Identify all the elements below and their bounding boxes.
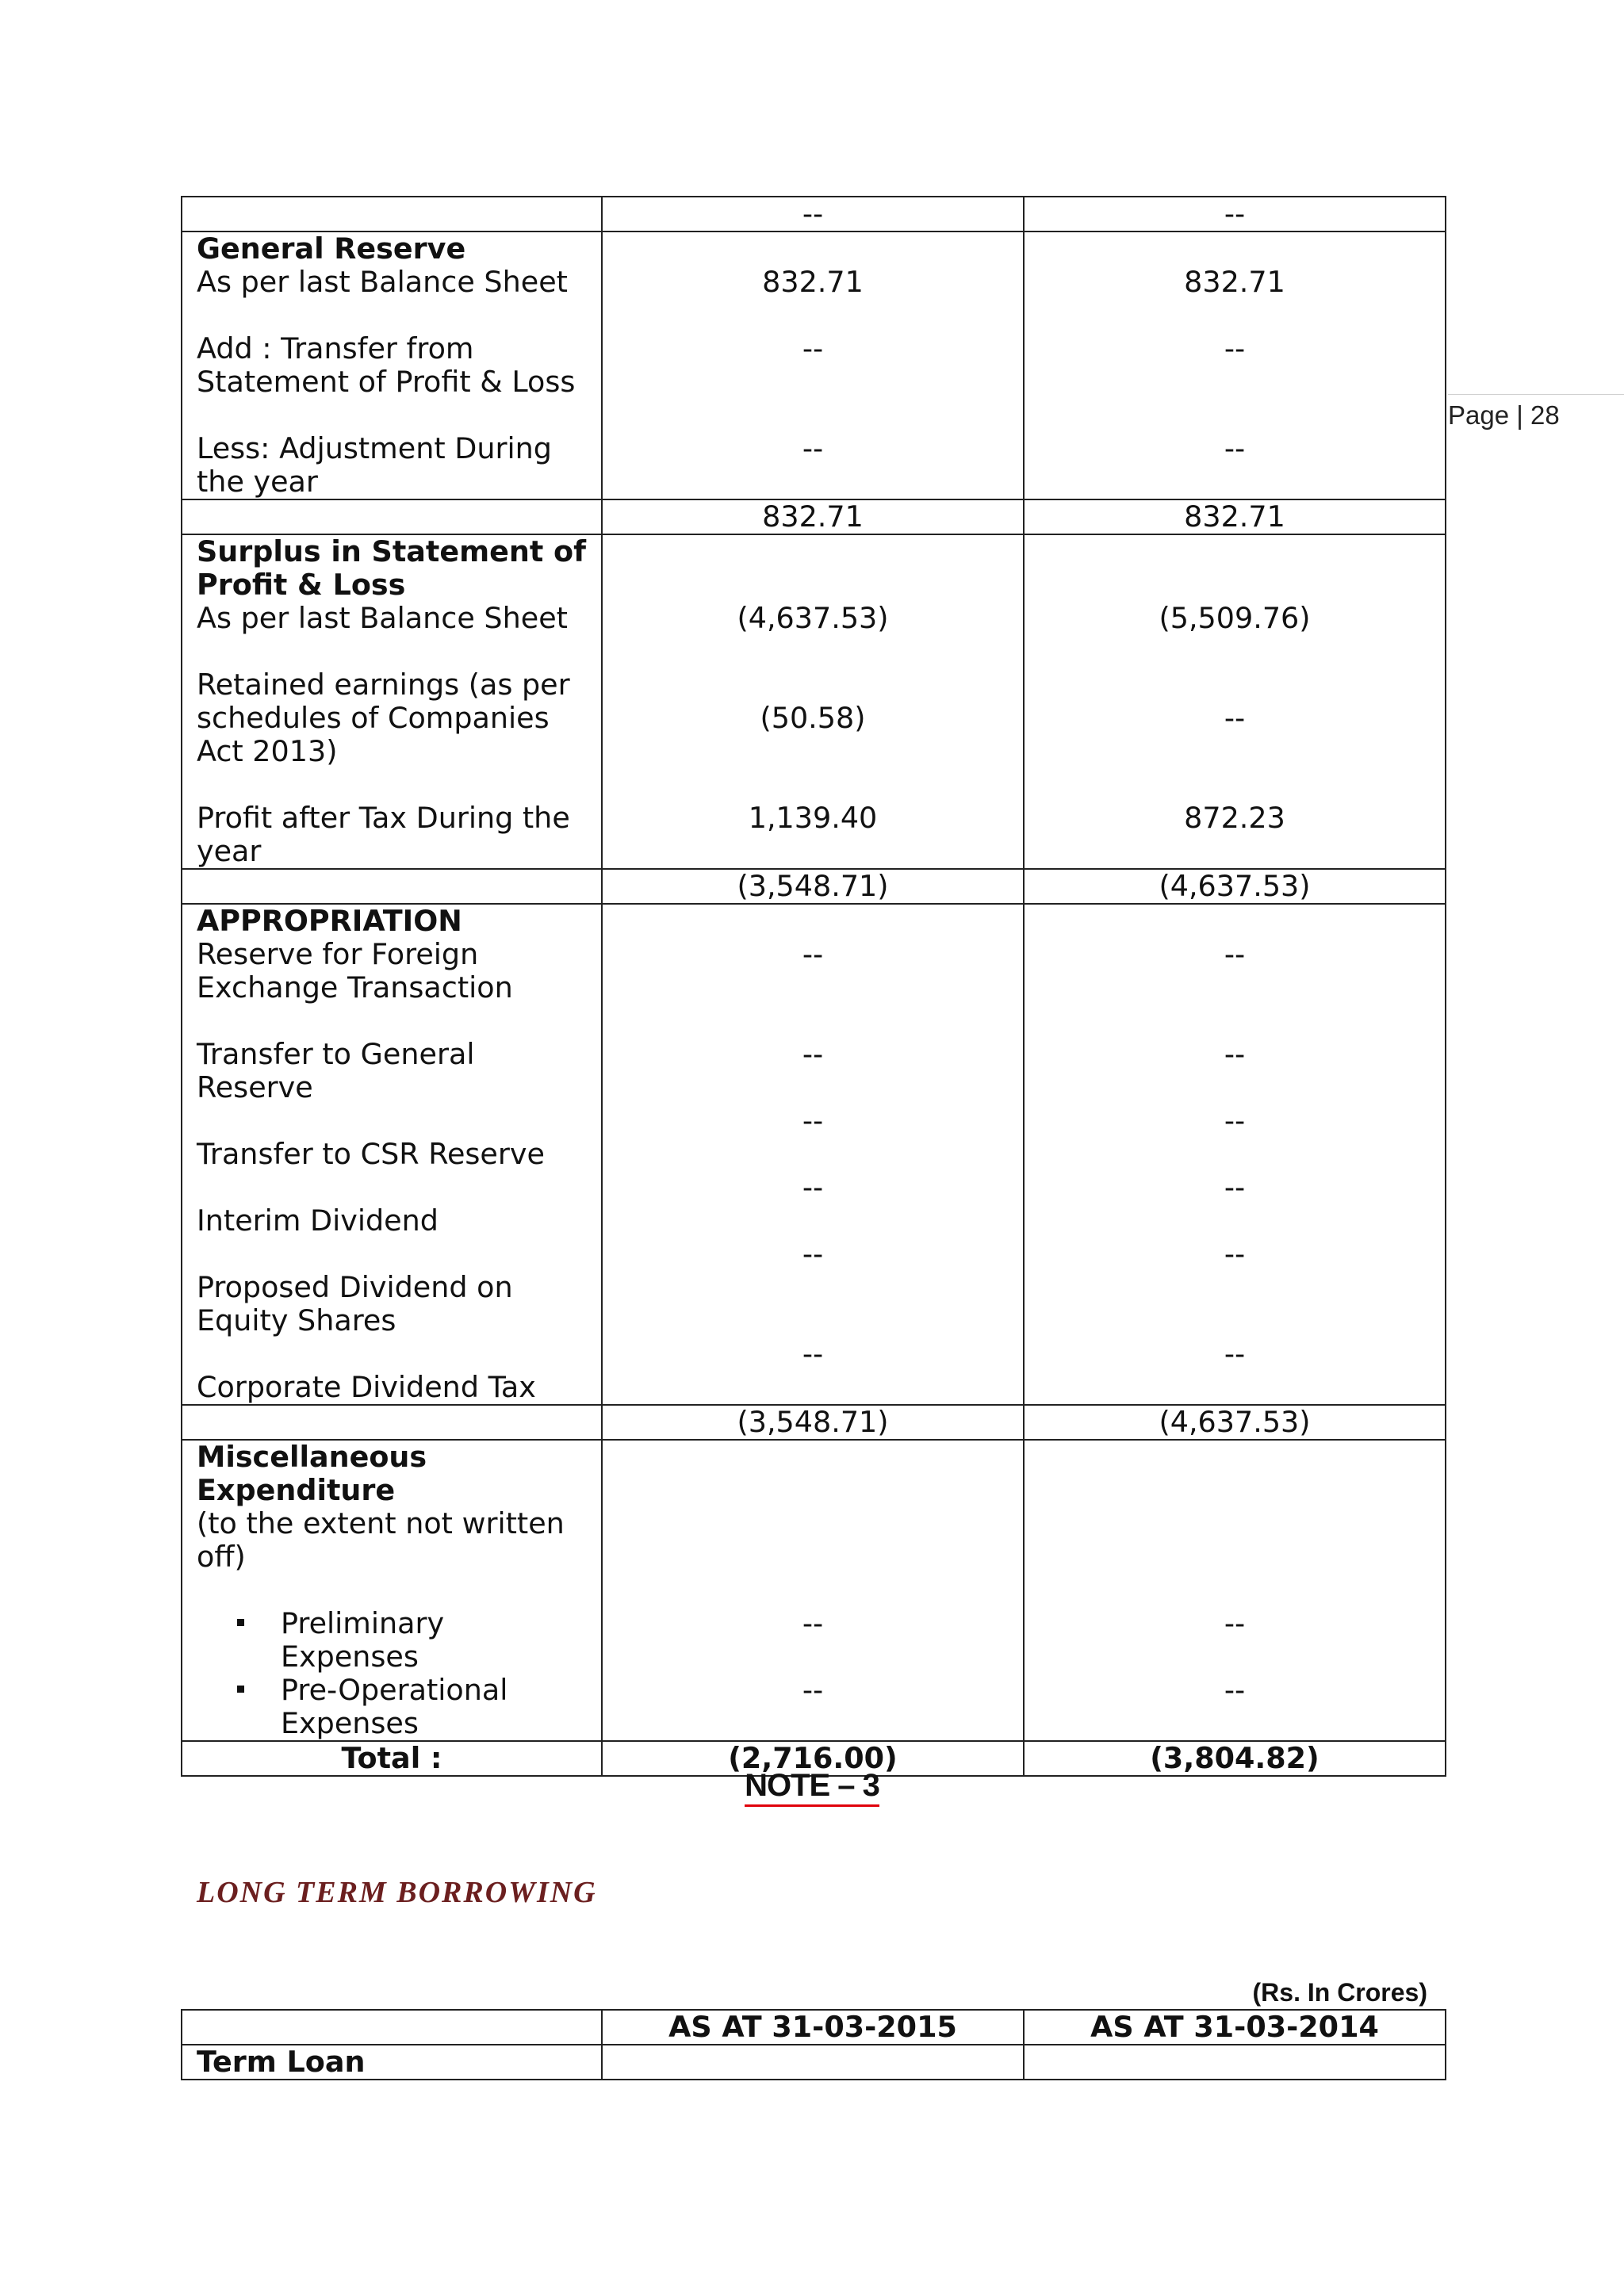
line-label: Corporate Dividend Tax [197,1370,536,1404]
list-item: Pre-Operational Expenses [281,1674,587,1740]
page-header-rule [1448,394,1624,395]
total-label: Total : [182,1741,602,1776]
header-row [182,2010,1446,2045]
note-heading [0,1768,1624,1804]
value-py: -- [1224,331,1246,365]
surplus-heading: Surplus in Statement of Profit & Loss [197,534,586,602]
general-reserve-heading: General Reserve [197,232,466,266]
misc-list [197,1607,587,1740]
value-cy: (4,637.53) [737,601,889,635]
value-cy: 1,139.40 [748,801,878,835]
cell-cy: -- [602,197,1024,232]
misc-heading: Miscellaneous Expenditure [197,1440,427,1507]
line-label: Proposed Dividend on Equity Shares [197,1270,513,1337]
line-label: Reserve for Foreign Exchange Transaction [197,937,513,1004]
subtotal-row [182,1405,1446,1440]
value-py: -- [1224,1606,1246,1640]
value-cy: -- [802,431,824,465]
value-cy: -- [802,1673,824,1707]
subtotal-row [182,869,1446,904]
line-label: Interim Dividend [197,1203,439,1238]
subtotal-py: (4,637.53) [1024,1405,1446,1440]
borrowing-table [181,2009,1446,2080]
line-label: Less: Adjustment During the year [197,431,552,499]
value-py: -- [1224,1170,1246,1204]
line-label: Transfer to General Reserve [197,1037,475,1104]
subtotal-cy: (3,548.71) [602,1405,1024,1440]
cell-py: -- [1024,197,1446,232]
value-cy: -- [802,331,824,365]
value-cy: -- [802,1337,824,1371]
reserves-table [181,196,1446,1777]
subtotal-cy: (3,548.71) [602,869,1024,904]
value-py: -- [1224,1237,1246,1271]
value-cy: 832.71 [762,265,864,299]
value-cy: -- [802,1037,824,1071]
table-row [182,197,1446,232]
line-label: Add : Transfer from Statement of Profit & Loss [197,331,576,399]
misc-subheading: (to the extent not written off) [197,1506,565,1574]
total-py: (3,804.82) [1024,1741,1446,1776]
line-label: Profit after Tax During the year [197,801,570,868]
value-py: -- [1224,431,1246,465]
subtotal-cy: 832.71 [602,499,1024,534]
value-py: -- [1224,937,1246,971]
appropriation-block [182,904,1446,1405]
value-cy: -- [802,1170,824,1204]
note-title: NOTE – 3 [745,1768,879,1807]
column-header-py: AS AT 31-03-2014 [1024,2010,1446,2045]
section-title: LONG TERM BORROWING [197,1876,597,1909]
list-item: Preliminary Expenses [281,1607,587,1674]
column-header-cy: AS AT 31-03-2015 [602,2010,1024,2045]
value-py: -- [1224,1337,1246,1371]
value-py: (5,509.76) [1159,601,1311,635]
value-py: -- [1224,1673,1246,1707]
line-label: As per last Balance Sheet [197,601,568,635]
value-py: 872.23 [1184,801,1285,835]
value-cy: (50.58) [760,701,866,735]
general-reserve-block [182,232,1446,499]
term-loan-label: Term Loan [182,2045,602,2080]
total-cy: (2,716.00) [602,1741,1024,1776]
value-cy: -- [802,1104,824,1138]
value-cy: -- [802,1606,824,1640]
units-label: (Rs. In Crores) [1252,1978,1427,2007]
subtotal-py: (4,637.53) [1024,869,1446,904]
value-py: 832.71 [1184,265,1285,299]
subtotal-row [182,499,1446,534]
appropriation-heading: APPROPRIATION [197,904,462,938]
value-py: -- [1224,1037,1246,1071]
subtotal-py: 832.71 [1024,499,1446,534]
line-label: Retained earnings (as per schedules of Companies Act 2013) [197,668,570,768]
value-py: -- [1224,701,1246,735]
value-cy: -- [802,1237,824,1271]
line-label: As per last Balance Sheet [197,265,568,299]
surplus-block [182,534,1446,869]
line-label: Transfer to CSR Reserve [197,1137,545,1171]
value-py: -- [1224,1104,1246,1138]
page-number: Page | 28 [1448,400,1560,430]
value-cy: -- [802,937,824,971]
table-row [182,2045,1446,2080]
misc-expenditure-block [182,1440,1446,1741]
